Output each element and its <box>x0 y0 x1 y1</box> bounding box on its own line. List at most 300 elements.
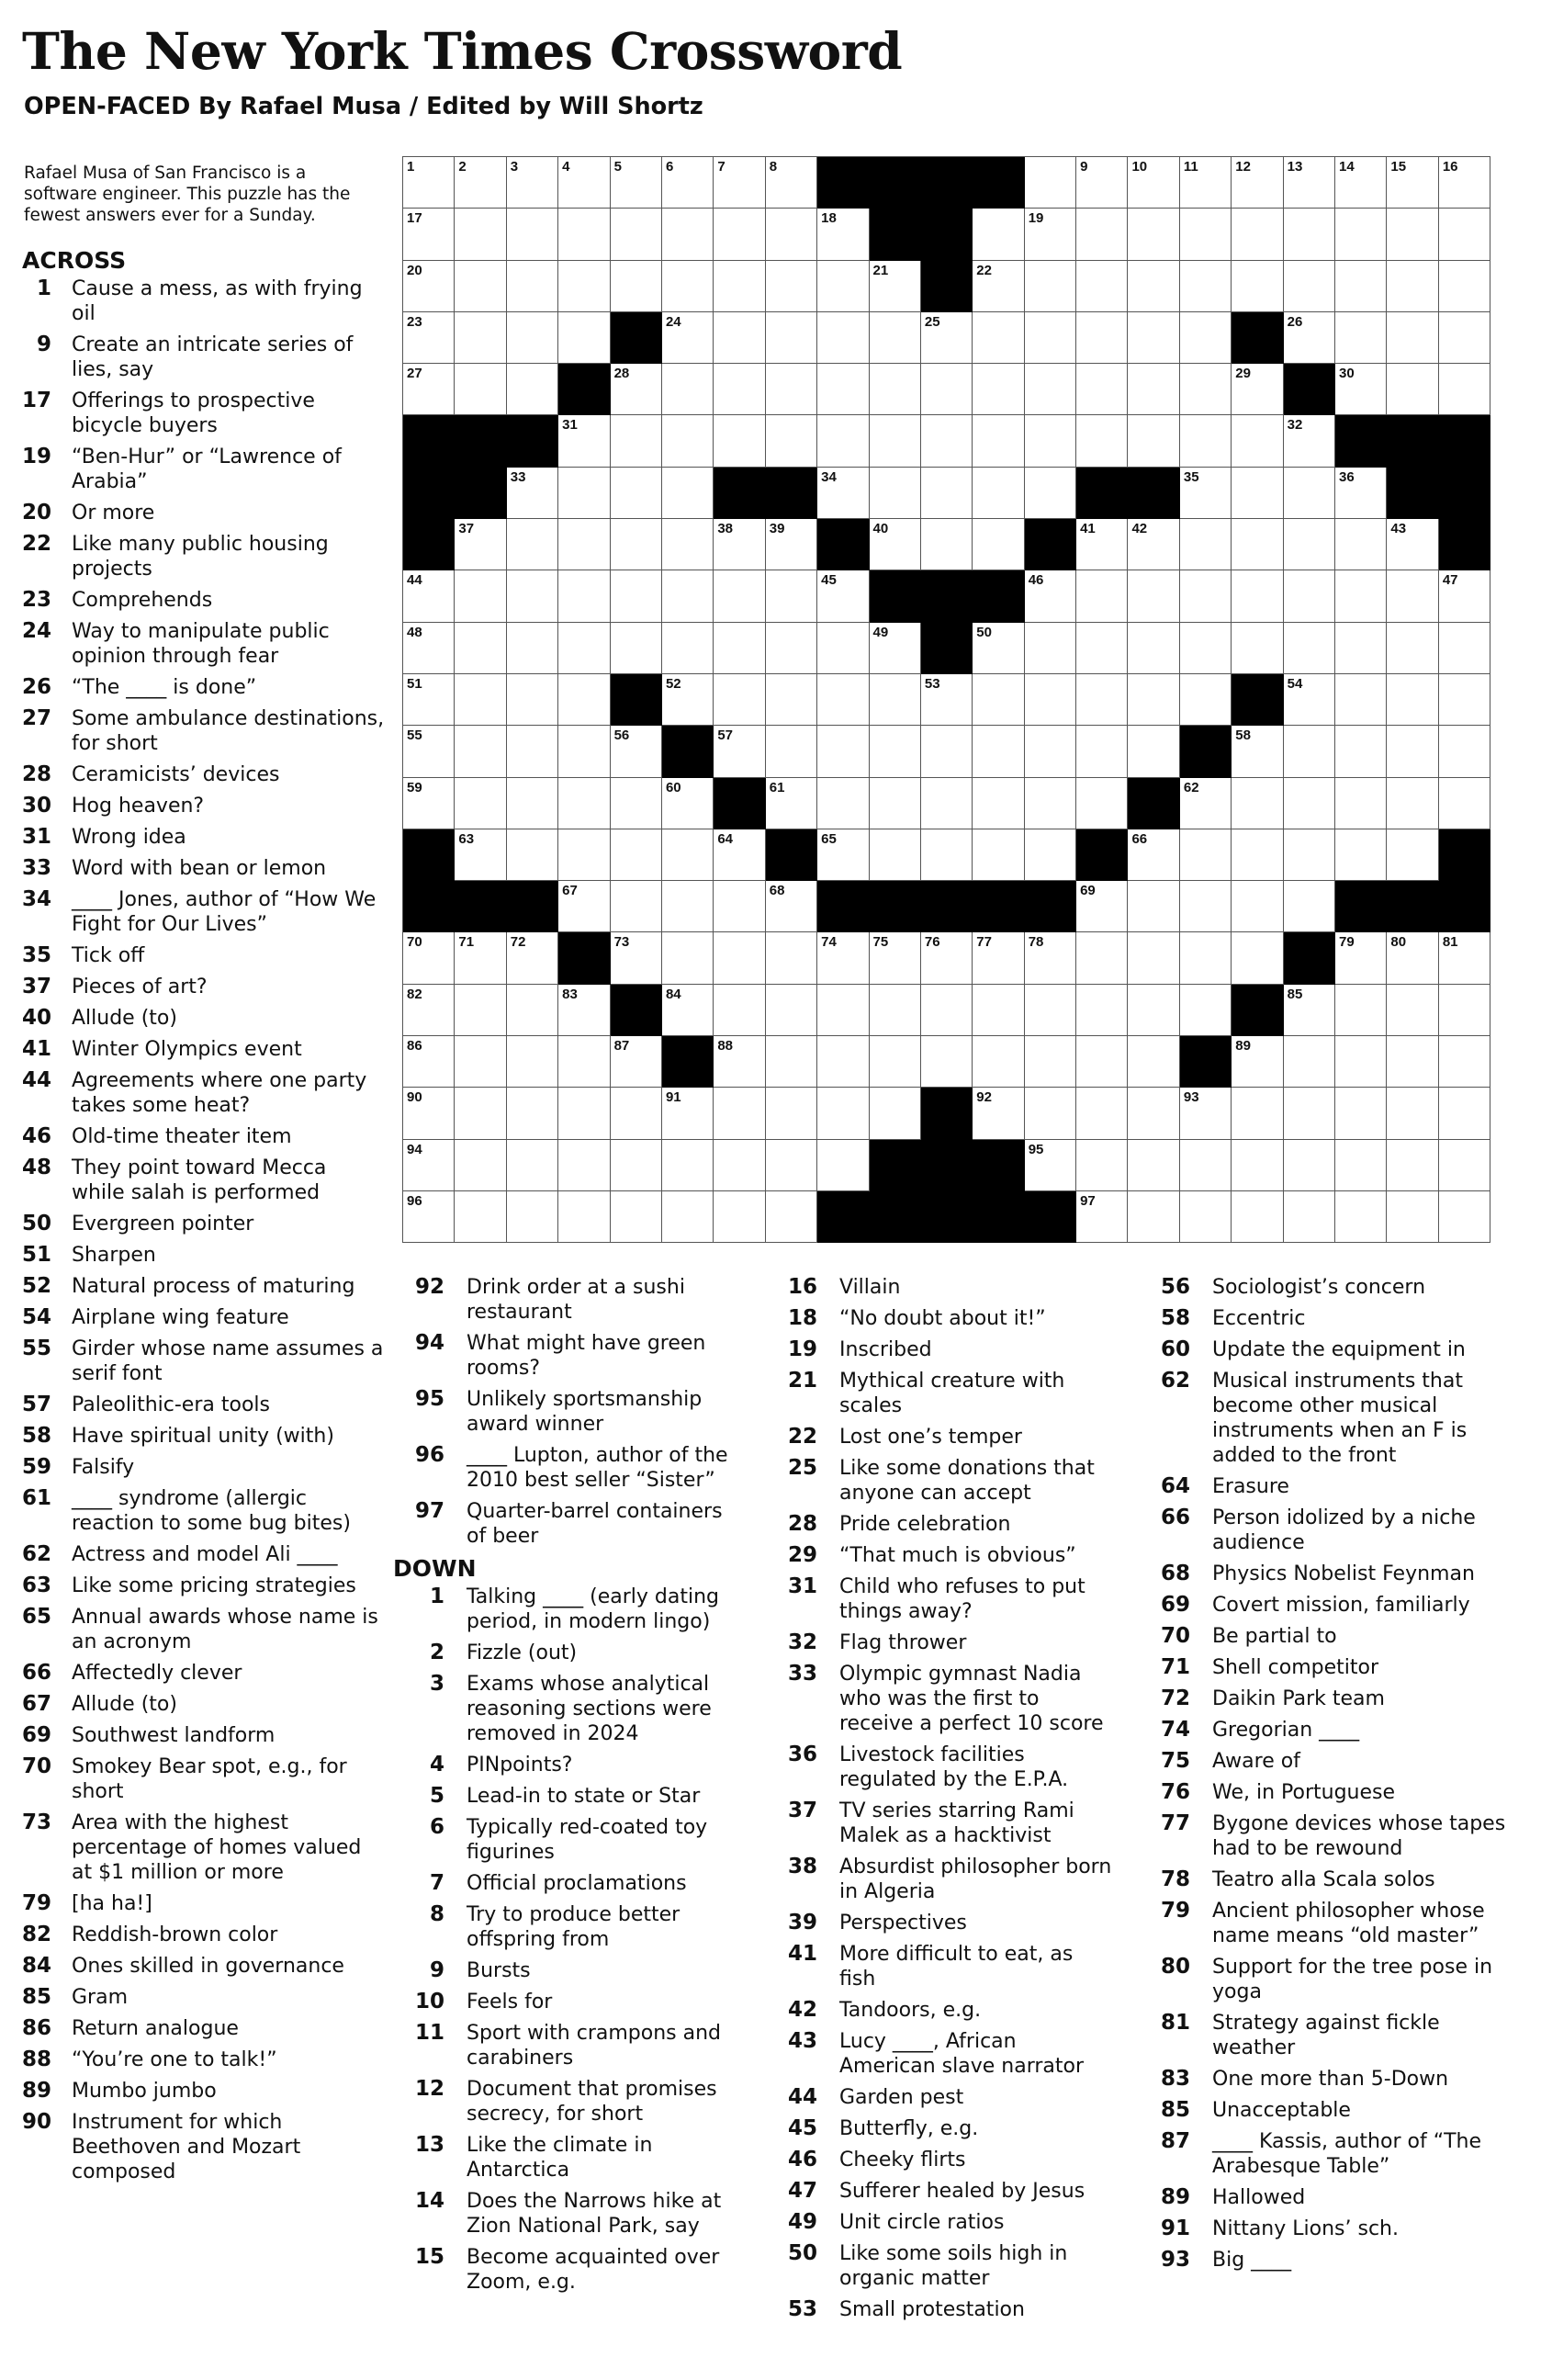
grid-cell[interactable] <box>611 881 662 932</box>
grid-cell[interactable] <box>766 726 817 777</box>
grid-cell[interactable] <box>1025 570 1076 622</box>
grid-cell[interactable] <box>1128 932 1179 984</box>
clue-item[interactable] <box>1139 2216 1506 2241</box>
grid-cell[interactable] <box>766 674 817 726</box>
grid-cell[interactable] <box>817 674 869 726</box>
grid-cell[interactable] <box>1284 623 1335 674</box>
grid-cell[interactable] <box>1284 829 1335 881</box>
grid-cell[interactable] <box>507 726 558 777</box>
grid-cell[interactable] <box>558 1140 610 1191</box>
clue-item[interactable] <box>766 1275 1115 1300</box>
grid-cell[interactable] <box>921 415 973 467</box>
grid-cell[interactable] <box>611 519 662 570</box>
grid-cell[interactable] <box>558 468 610 519</box>
clue-item[interactable] <box>1139 1780 1506 1805</box>
clue-item[interactable] <box>1139 2098 1506 2123</box>
grid-cell[interactable] <box>766 623 817 674</box>
clue-item[interactable] <box>766 2297 1115 2322</box>
grid-cell[interactable] <box>766 312 817 364</box>
grid-cell[interactable] <box>1387 1036 1438 1088</box>
grid-cell[interactable] <box>1335 1191 1387 1243</box>
clue-item[interactable] <box>22 1723 385 1748</box>
grid-cell[interactable] <box>1025 829 1076 881</box>
grid-cell[interactable] <box>714 1036 765 1088</box>
clue-item[interactable] <box>22 794 385 818</box>
clue-item[interactable] <box>766 1942 1115 1991</box>
grid-cell[interactable] <box>558 881 610 932</box>
grid-cell[interactable] <box>1335 829 1387 881</box>
grid-cell[interactable] <box>1439 261 1490 312</box>
grid-cell[interactable] <box>1335 209 1387 260</box>
grid-cell[interactable] <box>1180 1088 1232 1139</box>
grid-cell[interactable] <box>714 623 765 674</box>
grid-cell[interactable] <box>973 312 1024 364</box>
clue-item[interactable] <box>1139 1624 1506 1649</box>
grid-cell[interactable] <box>1284 312 1335 364</box>
grid-cell[interactable] <box>1180 829 1232 881</box>
clue-item[interactable] <box>22 1692 385 1717</box>
clue-item[interactable] <box>1139 1867 1506 1892</box>
grid-cell[interactable] <box>1387 570 1438 622</box>
clue-item[interactable] <box>22 588 385 613</box>
clue-item[interactable] <box>766 1855 1115 1904</box>
grid-cell[interactable] <box>1025 1140 1076 1191</box>
grid-cell[interactable] <box>1387 829 1438 881</box>
clue-item[interactable] <box>766 1662 1115 1736</box>
grid-cell[interactable] <box>611 415 662 467</box>
grid-cell[interactable] <box>507 312 558 364</box>
grid-cell[interactable] <box>714 829 765 881</box>
grid-cell[interactable] <box>1284 1036 1335 1088</box>
clue-item[interactable] <box>393 1443 742 1493</box>
grid-cell[interactable] <box>507 778 558 829</box>
grid-cell[interactable] <box>921 519 973 570</box>
grid-cell[interactable] <box>1335 468 1387 519</box>
grid-cell[interactable] <box>1387 1088 1438 1139</box>
grid-cell[interactable] <box>870 985 921 1036</box>
grid-cell[interactable] <box>714 570 765 622</box>
grid-cell[interactable] <box>662 829 714 881</box>
grid-cell[interactable] <box>714 932 765 984</box>
grid-cell[interactable] <box>1025 157 1076 209</box>
grid-cell[interactable] <box>662 1088 714 1139</box>
clue-item[interactable] <box>22 1954 385 1979</box>
clue-item[interactable] <box>22 1661 385 1686</box>
clue-item[interactable] <box>1139 1655 1506 1680</box>
grid-cell[interactable] <box>507 519 558 570</box>
grid-cell[interactable] <box>1025 932 1076 984</box>
grid-cell[interactable] <box>973 985 1024 1036</box>
grid-cell[interactable] <box>1284 209 1335 260</box>
grid-cell[interactable] <box>817 778 869 829</box>
grid-cell[interactable] <box>817 985 869 1036</box>
grid-cell[interactable] <box>1232 1191 1283 1243</box>
grid-cell[interactable] <box>1128 1140 1179 1191</box>
grid-cell[interactable] <box>507 1191 558 1243</box>
grid-cell[interactable] <box>662 985 714 1036</box>
grid-cell[interactable] <box>817 829 869 881</box>
clue-item[interactable] <box>22 2079 385 2104</box>
grid-cell[interactable] <box>558 985 610 1036</box>
grid-cell[interactable] <box>1076 312 1128 364</box>
grid-cell[interactable] <box>1128 261 1179 312</box>
clue-item[interactable] <box>393 1331 742 1381</box>
grid-cell[interactable] <box>1128 364 1179 415</box>
grid-cell[interactable] <box>1025 778 1076 829</box>
grid-cell[interactable] <box>1387 726 1438 777</box>
grid-cell[interactable] <box>558 726 610 777</box>
grid-cell[interactable] <box>1232 932 1283 984</box>
grid-cell[interactable] <box>1232 209 1283 260</box>
grid-cell[interactable] <box>817 623 869 674</box>
grid-cell[interactable] <box>611 829 662 881</box>
clue-item[interactable] <box>22 1068 385 1118</box>
clue-item[interactable] <box>1139 1749 1506 1774</box>
clue-item[interactable] <box>766 2179 1115 2204</box>
grid-cell[interactable] <box>921 364 973 415</box>
grid-cell[interactable] <box>611 364 662 415</box>
grid-cell[interactable] <box>1076 157 1128 209</box>
grid-cell[interactable] <box>662 468 714 519</box>
grid-cell[interactable] <box>1128 829 1179 881</box>
clue-item[interactable] <box>22 675 385 700</box>
grid-cell[interactable] <box>1180 209 1232 260</box>
clue-item[interactable] <box>1139 2067 1506 2092</box>
clue-item[interactable] <box>766 2241 1115 2291</box>
grid-cell[interactable] <box>1232 1088 1283 1139</box>
clue-item[interactable] <box>22 501 385 525</box>
grid-cell[interactable] <box>973 726 1024 777</box>
grid-cell[interactable] <box>1076 1088 1128 1139</box>
grid-cell[interactable] <box>403 570 455 622</box>
grid-cell[interactable] <box>766 261 817 312</box>
grid-cell[interactable] <box>662 519 714 570</box>
clue-item[interactable] <box>22 1455 385 1480</box>
clue-item[interactable] <box>393 1275 742 1325</box>
grid-cell[interactable] <box>817 364 869 415</box>
grid-cell[interactable] <box>1128 674 1179 726</box>
grid-cell[interactable] <box>766 1191 817 1243</box>
grid-cell[interactable] <box>870 415 921 467</box>
clue-item[interactable] <box>766 1911 1115 1935</box>
grid-cell[interactable] <box>611 726 662 777</box>
grid-cell[interactable] <box>766 519 817 570</box>
grid-cell[interactable] <box>1025 312 1076 364</box>
grid-cell[interactable] <box>558 261 610 312</box>
clue-item[interactable] <box>1139 1955 1506 2004</box>
grid-cell[interactable] <box>817 932 869 984</box>
grid-cell[interactable] <box>1180 519 1232 570</box>
grid-cell[interactable] <box>817 312 869 364</box>
grid-cell[interactable] <box>455 932 506 984</box>
clue-item[interactable] <box>22 1037 385 1062</box>
grid-cell[interactable] <box>921 778 973 829</box>
grid-cell[interactable] <box>870 468 921 519</box>
grid-cell[interactable] <box>766 985 817 1036</box>
grid-cell[interactable] <box>403 623 455 674</box>
grid-cell[interactable] <box>455 623 506 674</box>
grid-cell[interactable] <box>1232 519 1283 570</box>
clue-item[interactable] <box>22 333 385 382</box>
grid-cell[interactable] <box>662 932 714 984</box>
grid-cell[interactable] <box>1387 312 1438 364</box>
grid-cell[interactable] <box>973 932 1024 984</box>
grid-cell[interactable] <box>558 1191 610 1243</box>
grid-cell[interactable] <box>1128 415 1179 467</box>
grid-cell[interactable] <box>507 1140 558 1191</box>
grid-cell[interactable] <box>921 932 973 984</box>
grid-cell[interactable] <box>455 1140 506 1191</box>
grid-cell[interactable] <box>558 312 610 364</box>
grid-cell[interactable] <box>1439 778 1490 829</box>
grid-cell[interactable] <box>1335 623 1387 674</box>
grid-cell[interactable] <box>870 829 921 881</box>
grid-cell[interactable] <box>1076 985 1128 1036</box>
grid-cell[interactable] <box>455 312 506 364</box>
clue-item[interactable] <box>22 1212 385 1236</box>
grid-cell[interactable] <box>403 261 455 312</box>
grid-cell[interactable] <box>455 778 506 829</box>
grid-cell[interactable] <box>817 209 869 260</box>
clue-item[interactable] <box>766 1630 1115 1655</box>
grid-cell[interactable] <box>1128 570 1179 622</box>
clue-item[interactable] <box>766 2148 1115 2172</box>
clue-item[interactable] <box>393 1585 742 1634</box>
grid-cell[interactable] <box>766 1088 817 1139</box>
grid-cell[interactable] <box>1439 157 1490 209</box>
grid-cell[interactable] <box>662 674 714 726</box>
grid-cell[interactable] <box>1335 985 1387 1036</box>
grid-cell[interactable] <box>921 312 973 364</box>
grid-cell[interactable] <box>611 261 662 312</box>
clue-item[interactable] <box>766 1799 1115 1848</box>
grid-cell[interactable] <box>1025 468 1076 519</box>
grid-cell[interactable] <box>1076 623 1128 674</box>
grid-cell[interactable] <box>662 364 714 415</box>
clue-item[interactable] <box>22 2016 385 2041</box>
grid-cell[interactable] <box>507 932 558 984</box>
grid-cell[interactable] <box>507 674 558 726</box>
grid-cell[interactable] <box>1232 261 1283 312</box>
grid-cell[interactable] <box>1025 1088 1076 1139</box>
grid-cell[interactable] <box>1232 468 1283 519</box>
clue-item[interactable] <box>22 1337 385 1386</box>
grid-cell[interactable] <box>1076 726 1128 777</box>
grid-cell[interactable] <box>403 1191 455 1243</box>
grid-cell[interactable] <box>921 985 973 1036</box>
grid-cell[interactable] <box>403 726 455 777</box>
clue-item[interactable] <box>22 706 385 756</box>
grid-cell[interactable] <box>1335 312 1387 364</box>
grid-cell[interactable] <box>766 209 817 260</box>
grid-cell[interactable] <box>611 932 662 984</box>
grid-cell[interactable] <box>1439 209 1490 260</box>
grid-cell[interactable] <box>817 726 869 777</box>
grid-cell[interactable] <box>1076 364 1128 415</box>
clue-item[interactable] <box>22 2047 385 2072</box>
grid-cell[interactable] <box>870 778 921 829</box>
grid-cell[interactable] <box>714 1088 765 1139</box>
grid-cell[interactable] <box>1439 932 1490 984</box>
clue-item[interactable] <box>766 2116 1115 2141</box>
grid-cell[interactable] <box>1232 778 1283 829</box>
clue-item[interactable] <box>393 1753 742 1777</box>
clue-item[interactable] <box>22 856 385 881</box>
grid-cell[interactable] <box>1284 1191 1335 1243</box>
grid-cell[interactable] <box>611 623 662 674</box>
grid-cell[interactable] <box>714 985 765 1036</box>
grid-cell[interactable] <box>558 1088 610 1139</box>
grid-cell[interactable] <box>403 674 455 726</box>
clue-item[interactable] <box>766 2029 1115 2079</box>
grid-cell[interactable] <box>1025 364 1076 415</box>
clue-item[interactable] <box>22 389 385 438</box>
grid-cell[interactable] <box>507 623 558 674</box>
grid-cell[interactable] <box>1232 570 1283 622</box>
clue-item[interactable] <box>393 1387 742 1437</box>
grid-cell[interactable] <box>455 157 506 209</box>
clue-item[interactable] <box>393 2245 742 2295</box>
clue-item[interactable] <box>22 762 385 787</box>
clue-item[interactable] <box>766 1574 1115 1624</box>
crossword-grid[interactable] <box>402 156 1490 1243</box>
grid-cell[interactable] <box>973 778 1024 829</box>
grid-cell[interactable] <box>611 468 662 519</box>
grid-cell[interactable] <box>870 1088 921 1139</box>
grid-cell[interactable] <box>1387 932 1438 984</box>
grid-cell[interactable] <box>507 985 558 1036</box>
clue-item[interactable] <box>1139 1474 1506 1499</box>
clue-item[interactable] <box>1139 2129 1506 2179</box>
clue-item[interactable] <box>1139 2185 1506 2210</box>
grid-cell[interactable] <box>403 209 455 260</box>
grid-cell[interactable] <box>662 1140 714 1191</box>
grid-cell[interactable] <box>1180 312 1232 364</box>
grid-cell[interactable] <box>1439 570 1490 622</box>
grid-cell[interactable] <box>403 1140 455 1191</box>
grid-cell[interactable] <box>455 985 506 1036</box>
clue-item[interactable] <box>1139 1899 1506 1948</box>
grid-cell[interactable] <box>870 1036 921 1088</box>
grid-cell[interactable] <box>921 1036 973 1088</box>
grid-cell[interactable] <box>662 623 714 674</box>
grid-cell[interactable] <box>1076 932 1128 984</box>
grid-cell[interactable] <box>714 1140 765 1191</box>
grid-cell[interactable] <box>1025 985 1076 1036</box>
grid-cell[interactable] <box>1232 1036 1283 1088</box>
clue-item[interactable] <box>22 1006 385 1031</box>
grid-cell[interactable] <box>714 415 765 467</box>
grid-cell[interactable] <box>1180 415 1232 467</box>
grid-cell[interactable] <box>1284 157 1335 209</box>
grid-cell[interactable] <box>1387 674 1438 726</box>
grid-cell[interactable] <box>1232 726 1283 777</box>
grid-cell[interactable] <box>714 209 765 260</box>
grid-cell[interactable] <box>1284 726 1335 777</box>
grid-cell[interactable] <box>558 157 610 209</box>
grid-cell[interactable] <box>817 468 869 519</box>
grid-cell[interactable] <box>1180 1140 1232 1191</box>
grid-cell[interactable] <box>973 209 1024 260</box>
grid-cell[interactable] <box>973 364 1024 415</box>
grid-cell[interactable] <box>611 1036 662 1088</box>
clue-item[interactable] <box>393 2021 742 2070</box>
grid-cell[interactable] <box>973 674 1024 726</box>
grid-cell[interactable] <box>973 519 1024 570</box>
grid-cell[interactable] <box>507 468 558 519</box>
grid-cell[interactable] <box>1335 157 1387 209</box>
grid-cell[interactable] <box>714 312 765 364</box>
grid-cell[interactable] <box>1232 415 1283 467</box>
grid-cell[interactable] <box>507 157 558 209</box>
grid-cell[interactable] <box>455 519 506 570</box>
grid-cell[interactable] <box>1076 881 1128 932</box>
grid-cell[interactable] <box>973 415 1024 467</box>
clue-item[interactable] <box>1139 2248 1506 2273</box>
grid-cell[interactable] <box>817 415 869 467</box>
grid-cell[interactable] <box>766 364 817 415</box>
grid-cell[interactable] <box>455 209 506 260</box>
grid-cell[interactable] <box>1180 778 1232 829</box>
grid-cell[interactable] <box>870 932 921 984</box>
grid-cell[interactable] <box>662 881 714 932</box>
grid-cell[interactable] <box>662 778 714 829</box>
grid-cell[interactable] <box>455 726 506 777</box>
grid-cell[interactable] <box>1439 312 1490 364</box>
grid-cell[interactable] <box>1387 1191 1438 1243</box>
grid-cell[interactable] <box>1025 261 1076 312</box>
clue-item[interactable] <box>22 1243 385 1268</box>
grid-cell[interactable] <box>973 468 1024 519</box>
grid-cell[interactable] <box>1180 985 1232 1036</box>
grid-cell[interactable] <box>1335 726 1387 777</box>
grid-cell[interactable] <box>1284 881 1335 932</box>
clue-item[interactable] <box>22 1124 385 1149</box>
grid-cell[interactable] <box>1076 209 1128 260</box>
grid-cell[interactable] <box>1076 261 1128 312</box>
grid-cell[interactable] <box>1025 726 1076 777</box>
grid-cell[interactable] <box>507 364 558 415</box>
clue-item[interactable] <box>1139 2011 1506 2060</box>
grid-cell[interactable] <box>507 209 558 260</box>
grid-cell[interactable] <box>1284 778 1335 829</box>
grid-cell[interactable] <box>870 261 921 312</box>
grid-cell[interactable] <box>1128 519 1179 570</box>
grid-cell[interactable] <box>714 1191 765 1243</box>
grid-cell[interactable] <box>1076 778 1128 829</box>
grid-cell[interactable] <box>817 1036 869 1088</box>
grid-cell[interactable] <box>1439 1140 1490 1191</box>
clue-item[interactable] <box>766 1998 1115 2023</box>
grid-cell[interactable] <box>403 1036 455 1088</box>
grid-cell[interactable] <box>1128 1036 1179 1088</box>
clue-item[interactable] <box>393 1902 742 1952</box>
grid-cell[interactable] <box>870 674 921 726</box>
grid-cell[interactable] <box>662 261 714 312</box>
grid-cell[interactable] <box>558 623 610 674</box>
grid-cell[interactable] <box>921 726 973 777</box>
grid-cell[interactable] <box>558 570 610 622</box>
grid-cell[interactable] <box>1128 726 1179 777</box>
grid-cell[interactable] <box>817 1140 869 1191</box>
grid-cell[interactable] <box>1128 209 1179 260</box>
grid-cell[interactable] <box>1180 261 1232 312</box>
grid-cell[interactable] <box>1387 623 1438 674</box>
grid-cell[interactable] <box>1232 157 1283 209</box>
clue-item[interactable] <box>22 1486 385 1536</box>
grid-cell[interactable] <box>1076 1036 1128 1088</box>
grid-cell[interactable] <box>817 1088 869 1139</box>
